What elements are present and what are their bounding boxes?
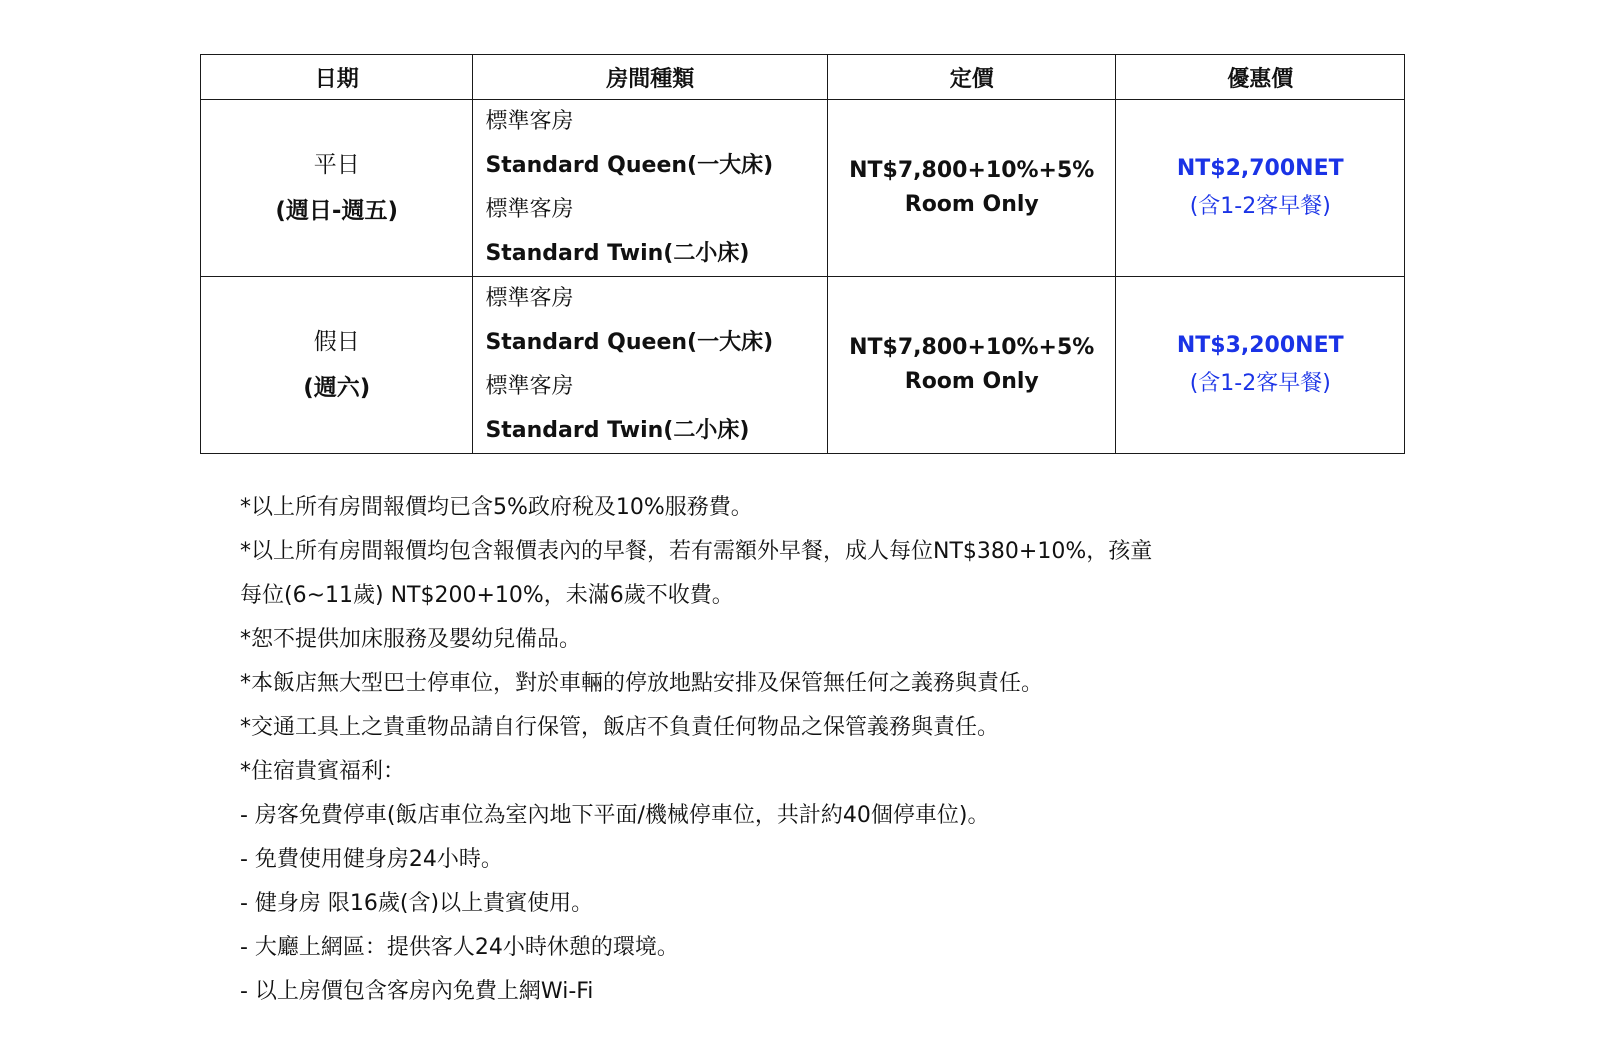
table-row-weekday	[201, 100, 1405, 277]
room-type-line: 標準客房	[485, 374, 574, 399]
promo-price: NT$3,200NET	[1176, 333, 1344, 358]
list-price-cell	[828, 100, 1116, 277]
list-price: NT$7,800+10%+5%	[849, 158, 1095, 183]
promo-price-cell	[1116, 100, 1405, 277]
room-type-line: 標準客房	[485, 109, 574, 134]
date-sub: (週日-週五)	[275, 198, 398, 224]
note-line: 每位(6~11歲) NT$200+10%，未滿6歲不收費。	[240, 583, 734, 608]
note-line: - 以上房價包含客房內免費上網Wi-Fi	[240, 979, 594, 1004]
note-line: *以上所有房間報價均已含5%政府稅及10%服務費。	[240, 495, 753, 520]
note-line: - 房客免費停車(飯店車位為室內地下平面/機械停車位，共計約40個停車位)。	[240, 803, 990, 828]
table-row-weekend	[201, 277, 1405, 454]
date-cell	[201, 100, 473, 277]
list-price-note: Room Only	[904, 192, 1039, 217]
list-price: NT$7,800+10%+5%	[849, 335, 1095, 360]
note-line: - 免費使用健身房24小時。	[240, 847, 503, 872]
room-type-line: Standard Queen(一大床)	[485, 330, 774, 355]
note-line: - 健身房 限16歲(含)以上貴賓使用。	[240, 891, 594, 916]
promo-note: (含1-2客早餐)	[1189, 194, 1331, 219]
room-type-line: 標準客房	[485, 197, 574, 222]
note-line: *以上所有房間報價均包含報價表內的早餐，若有需額外早餐，成人每位NT$380+10%，孩童	[240, 539, 1153, 564]
table-header-row	[201, 55, 1405, 100]
list-price-cell	[828, 277, 1116, 454]
policy-notes	[240, 486, 1380, 1014]
header-date: 日期	[201, 55, 473, 100]
room-type-line: Standard Twin(二小床)	[485, 241, 750, 266]
header-room-type: 房間種類	[473, 55, 828, 100]
note-line: *本飯店無大型巴士停車位，對於車輛的停放地點安排及保管無任何之義務與責任。	[240, 671, 1044, 696]
room-type-cell	[473, 277, 828, 454]
note-line: - 大廳上網區：提供客人24小時休憩的環境。	[240, 935, 679, 960]
room-type-cell	[473, 100, 828, 277]
date-main: 平日	[313, 152, 360, 178]
list-price-note: Room Only	[904, 369, 1039, 394]
date-main: 假日	[313, 329, 360, 355]
note-line: *恕不提供加床服務及嬰幼兒備品。	[240, 627, 582, 652]
header-list-price: 定價	[828, 55, 1116, 100]
room-rate-table	[200, 54, 1405, 454]
promo-price-cell	[1116, 277, 1405, 454]
note-line: *交通工具上之貴重物品請自行保管，飯店不負責任何物品之保管義務與責任。	[240, 715, 1000, 740]
room-type-line: 標準客房	[485, 286, 574, 311]
note-line: *住宿貴賓福利：	[240, 759, 406, 784]
room-type-line: Standard Twin(二小床)	[485, 418, 750, 443]
promo-price: NT$2,700NET	[1176, 156, 1344, 181]
header-promo-price: 優惠價	[1116, 55, 1405, 100]
promo-note: (含1-2客早餐)	[1189, 371, 1331, 396]
date-cell	[201, 277, 473, 454]
date-sub: (週六)	[303, 375, 371, 401]
room-type-line: Standard Queen(一大床)	[485, 153, 774, 178]
